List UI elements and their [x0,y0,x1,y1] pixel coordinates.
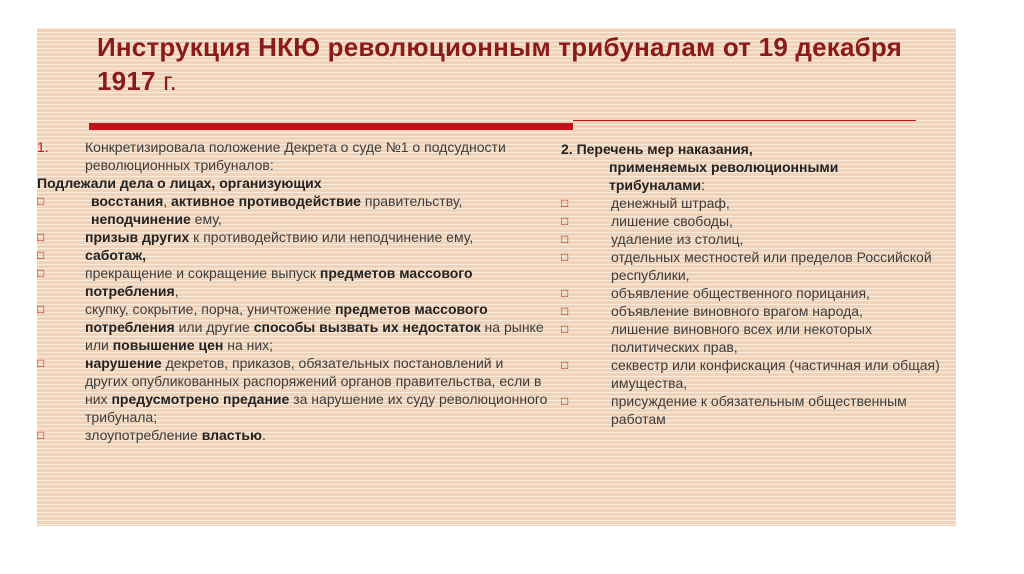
emphasis-text: неподчинение [91,211,191,227]
right-heading-colon: : [701,177,706,193]
bullet-square-icon: □ [561,214,569,228]
emphasis-text: предметов массового потребления [85,265,473,299]
bullet-square-icon: □ [561,304,569,318]
plain-text: или другие [174,319,254,335]
left-list-item-text [85,264,549,300]
left-list-item [37,228,549,246]
bullet-square-icon: □ [37,356,45,370]
bullet-square-icon: □ [561,358,569,372]
plain-text: , [163,193,172,209]
left-bullet-list [37,192,549,444]
bullet-square-icon: □ [37,302,45,316]
slide [37,28,956,526]
plain-text: ему, [190,211,222,227]
left-list-item [37,300,549,354]
left-list-item [37,264,549,300]
right-list-item [561,284,951,302]
right-list-item-text: объявление виновного врагом народа, [611,303,863,319]
right-list-item-text: секвестр или конфискация (частичная или общая) имущества, [611,357,940,391]
plain-text: к противодействию или неподчинение ему, [189,229,474,245]
right-list-item [561,194,951,212]
left-list-item-text [85,192,549,228]
title-main: Инструкция НКЮ революционным трибуналам от 19 декабря 1917 [97,32,903,96]
right-heading-line3: трибуналами [609,177,702,193]
right-heading-line1: 2. Перечень мер наказания, [561,141,753,157]
title-suffix: г. [163,66,178,96]
right-list-item [561,392,951,428]
bullet-square-icon: □ [37,428,45,442]
title-underline-thick [89,123,573,130]
right-list-item [561,212,951,230]
left-list-item-text [85,246,549,264]
emphasis-text: предметов массового потребления [85,301,488,335]
right-list-item-text: присуждение к обязательным общественным работам [611,393,907,427]
right-list-item-text: объявление общественного порицания, [611,285,870,301]
intro-item [37,138,549,174]
plain-text: на них; [223,337,274,353]
right-list-item-text: денежный штраф, [611,195,730,211]
emphasis-text: способы вызвать их недостаток [253,319,481,335]
emphasis-text: предусмотрено предание [111,391,290,407]
emphasis-text: активное противодействие [171,193,361,209]
left-list-item-text [85,354,549,426]
left-list-item [37,246,549,264]
left-heading: Подлежали дела о лицах, организующих [37,175,322,191]
emphasis-text: призыв других [85,229,190,245]
plain-text: , [174,283,179,299]
bullet-square-icon: □ [561,232,569,246]
bullet-square-icon: □ [561,286,569,300]
bullet-square-icon: □ [561,322,569,336]
left-list-item [37,192,549,228]
emphasis-text: властью [201,427,262,443]
plain-text: декретов, приказов, обязательных постановлений и других опубликованных распоряжений органов правительства, если в них [85,355,542,407]
left-list-item-text [85,426,549,444]
plain-text: злоупотребление [85,427,202,443]
right-heading-line2: применяемых революционными [609,159,839,175]
right-list-item [561,356,951,392]
right-bullet-list [561,194,951,428]
slide-title [97,30,937,98]
intro-text: Конкретизировала положение Декрета о суде №1 о подсудности революционных трибуналов: [85,139,506,173]
plain-text: правительству, [360,193,463,209]
left-list-item-text [85,228,549,246]
right-heading [561,140,951,194]
left-column [37,138,549,444]
bullet-square-icon: □ [37,248,45,262]
plain-text: . [262,427,266,443]
left-list-item [37,354,549,426]
bullet-square-icon: □ [561,250,569,264]
left-list-item-text [85,300,549,354]
right-list-item [561,230,951,248]
right-list-item-text: лишение свободы, [611,213,733,229]
title-underline-thin [573,120,916,121]
right-list-item [561,320,951,356]
plain-text: прекращение и сокращение выпуск [85,265,320,281]
right-list-item-text: удаление из столиц, [611,231,744,247]
right-list-item [561,248,951,284]
plain-text: за нарушение их суду революционного трибунала; [85,391,548,425]
left-list-item [37,426,549,444]
emphasis-text: восстания [91,193,164,209]
bullet-square-icon: □ [37,194,45,208]
bullet-square-icon: □ [37,230,45,244]
emphasis-text: нарушение [85,355,162,371]
plain-text: на рынке или [85,319,544,353]
right-list-item-text: лишение виновного всех или некоторых политических прав, [611,321,872,355]
emphasis-text: саботаж, [85,247,147,263]
bullet-square-icon: □ [561,394,569,408]
right-list-item-text: отдельных местностей или пределов Российской республики, [611,249,932,283]
right-list-item [561,302,951,320]
emphasis-text: повышение цен [112,337,224,353]
plain-text: скупку, сокрытие, порча, уничтожение [85,301,336,317]
bullet-square-icon: □ [37,266,45,280]
intro-number: 1. [37,139,49,155]
right-column [561,140,951,428]
bullet-square-icon: □ [561,196,569,210]
